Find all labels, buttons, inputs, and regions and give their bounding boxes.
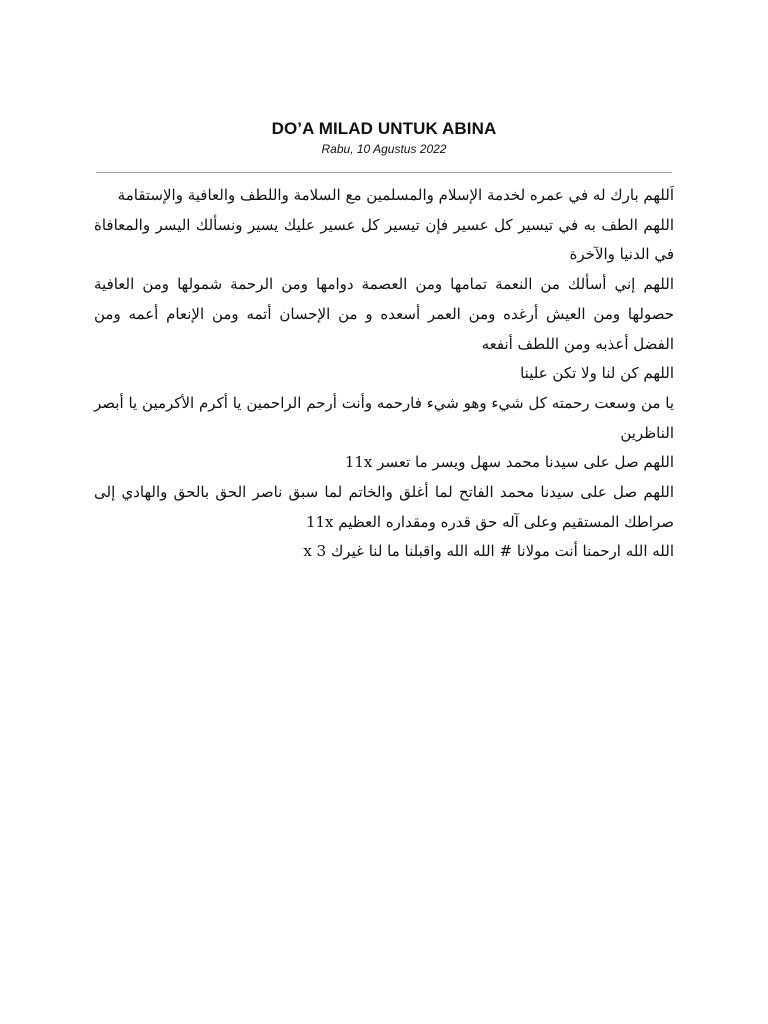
prayer-paragraph: اللهم صل على سيدنا محمد الفاتح لما أغلق والخاتم لما سبق ناصر الحق بالحق والهادي إلى صراطك المستقيم وعلى آله حق قدره ومقداره العظيم 11x [94,483,674,531]
prayer-paragraph: اللهم صل على سيدنا محمد سهل ويسر ما تعسر 11x [344,453,674,472]
document-title: DO’A MILAD UNTUK ABINA [271,119,497,138]
prayer-paragraph: اَللهم بارك له في عمره لخدمة الإسلام والمسلمين مع السلامة واللطف والعافية والإستقامة [117,186,674,204]
document-header [96,118,672,157]
prayer-paragraph: اللهم إني أسألك من النعمة تمامها ومن العصمة دوامها ومن الرحمة شمولها ومن العافية حصولها ومن العيش أرغده ومن العمر أسعده و من الإحسان أتمه ومن الإنعام أعمه ومن الفضل أعذبه ومن اللطف أنفعه [94,275,674,353]
document-date: Rabu, 10 Agustus 2022 [321,142,447,156]
header-divider [96,172,672,173]
prayer-paragraph: اللهم الطف به في تيسير كل عسير فإن تيسير كل عسير عليك يسير ونسألك اليسر والمعافاة في الدنيا والآخرة [94,215,674,264]
prayer-paragraph: اللهم كن لنا ولا تكن علينا [520,364,674,383]
prayer-paragraph: يا من وسعت رحمته كل شيء وهو شيء فارحمه وأنت أرحم الراحمين يا أكرم الأكرمين يا أبصر الناظرين [94,393,674,442]
prayer-paragraph: الله الله ارحمنا أنت مولانا # الله الله واقبلنا ما لنا غيرك 3 x [303,542,674,561]
prayer-text [94,181,674,567]
